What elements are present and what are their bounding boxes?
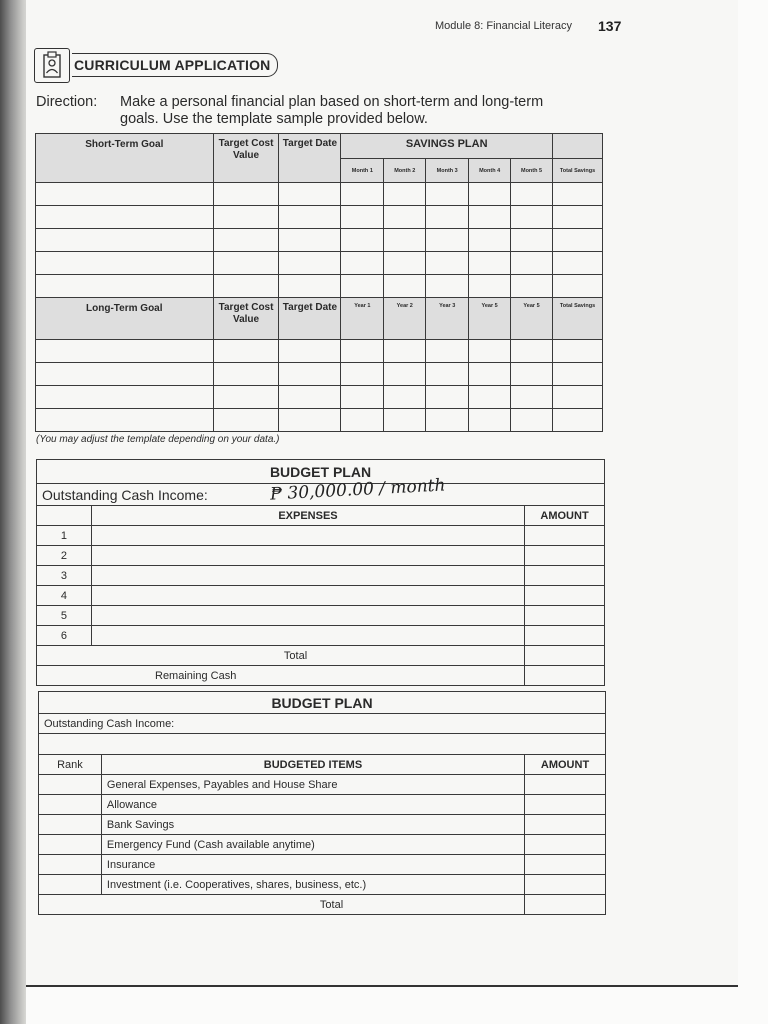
budget-plan-title-2: BUDGET PLAN <box>39 692 606 714</box>
table-row <box>39 835 606 855</box>
rank-header: Rank <box>39 755 102 775</box>
year-4-header: Year 5 <box>469 298 511 340</box>
table-row <box>39 795 606 815</box>
long-term-goal-header: Long-Term Goal <box>36 298 214 340</box>
budget-item: Insurance <box>101 855 524 875</box>
table-row <box>36 275 603 298</box>
handwritten-income: ₱ 30,000.00 / month <box>269 475 446 505</box>
long-target-date-header: Target Date <box>279 298 341 340</box>
clipboard-person-icon <box>34 48 70 83</box>
savings-plan-blank <box>553 134 603 159</box>
month-4-header: Month 4 <box>469 159 511 183</box>
expense-row-number: 1 <box>37 526 92 546</box>
table-row <box>37 626 605 646</box>
template-note: (You may adjust the template depending on your data.) <box>36 434 280 445</box>
budget-item: Allowance <box>101 795 524 815</box>
month-5-header: Month 5 <box>511 159 553 183</box>
long-total-savings-header: Total Savings <box>553 298 603 340</box>
expense-row-number: 4 <box>37 586 92 606</box>
direction-label: Direction: <box>36 94 98 110</box>
expense-row-number: 2 <box>37 546 92 566</box>
table-row <box>36 183 603 206</box>
budget1-total-label: Total <box>37 646 525 666</box>
table-row <box>37 606 605 626</box>
savings-plan-header: SAVINGS PLAN <box>341 134 553 159</box>
year-3-header: Year 3 <box>426 298 469 340</box>
year-2-header: Year 2 <box>384 298 426 340</box>
amount-header-2: AMOUNT <box>525 755 606 775</box>
budget-item: Investment (i.e. Cooperatives, shares, business, etc.) <box>101 875 524 895</box>
expense-row-number: 6 <box>37 626 92 646</box>
table-row <box>39 775 606 795</box>
outstanding-income-label-1: Outstanding Cash Income: <box>37 484 605 506</box>
table-row <box>36 206 603 229</box>
table-row <box>37 546 605 566</box>
month-1-header: Month 1 <box>341 159 384 183</box>
budget-item: Emergency Fund (Cash available anytime) <box>101 835 524 855</box>
budget-plan-title-1: BUDGET PLAN <box>37 460 605 484</box>
table-row <box>39 875 606 895</box>
table-row <box>36 229 603 252</box>
budget-item: General Expenses, Payables and House Share <box>101 775 524 795</box>
expenses-header: EXPENSES <box>91 506 524 526</box>
budget-plan-table-2 <box>38 691 606 915</box>
target-date-header: Target Date <box>279 134 341 183</box>
table-row <box>36 409 603 432</box>
remaining-cash-label: Remaining Cash <box>37 666 525 686</box>
long-target-cost-header: Target Cost Value <box>213 298 279 340</box>
month-2-header: Month 2 <box>384 159 426 183</box>
month-3-header: Month 3 <box>426 159 469 183</box>
table-row <box>37 566 605 586</box>
curriculum-title: CURRICULUM APPLICATION <box>72 53 278 77</box>
amount-header-1: AMOUNT <box>525 506 605 526</box>
expense-row-number: 3 <box>37 566 92 586</box>
savings-plan-table <box>35 133 603 432</box>
target-cost-header: Target Cost Value <box>213 134 279 183</box>
budget-item: Bank Savings <box>101 815 524 835</box>
direction-text: Make a personal financial plan based on short-term and long-term goals. Use the template sample provided below. <box>120 94 544 127</box>
page-bottom-margin <box>26 987 768 1024</box>
year-1-header: Year 1 <box>341 298 384 340</box>
page-number: 137 <box>598 18 622 34</box>
curriculum-badge <box>34 48 312 81</box>
expense-row-number: 5 <box>37 606 92 626</box>
table-row <box>36 252 603 275</box>
total-savings-header: Total Savings <box>553 159 603 183</box>
page-edge <box>738 0 768 1024</box>
short-term-goal-header: Short-Term Goal <box>36 134 214 183</box>
year-5-header: Year 5 <box>511 298 553 340</box>
table-row <box>37 526 605 546</box>
table-row <box>36 363 603 386</box>
module-header: Module 8: Financial Literacy <box>435 20 572 32</box>
table-row <box>39 815 606 835</box>
table-row <box>39 855 606 875</box>
budgeted-items-header: BUDGETED ITEMS <box>101 755 524 775</box>
outstanding-income-label-2: Outstanding Cash Income: <box>39 714 606 734</box>
budget2-total-label: Total <box>39 895 525 915</box>
table-row <box>37 586 605 606</box>
table-row <box>36 340 603 363</box>
table-row <box>36 386 603 409</box>
